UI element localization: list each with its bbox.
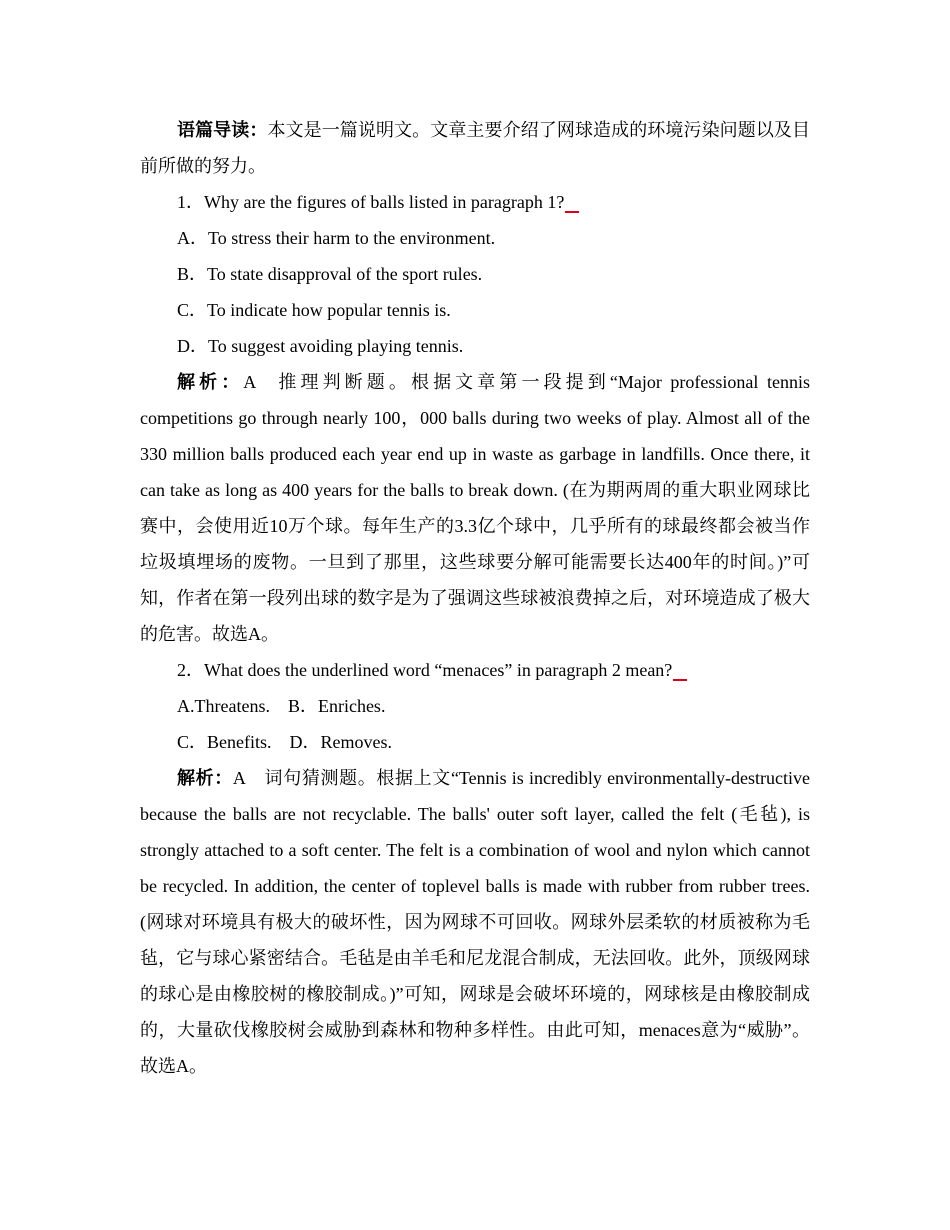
question-1-option-c: C．To indicate how popular tennis is. [177, 300, 451, 320]
analysis-answer: A [232, 768, 246, 788]
analysis-answer: A [243, 372, 257, 392]
document-page [140, 112, 810, 1084]
question-1-analysis [140, 364, 810, 652]
question-2-options-row-1: A.Threatens. B．Enriches. [177, 696, 386, 716]
analysis-label: 解析： [177, 768, 233, 788]
analysis-text: 词句猜测题。根据上文“Tennis is incredibly environmentally-destructive because the balls are not recyclable. The balls' outer soft layer, called the felt (毛毡), is strongly attached to a soft center. The felt is a combination of wool and nylon which cannot be recycled. In addition, the center of toplevel balls is made with rubber from rubber trees. (网球对环境具有极大的破坏性，因为网球不可回收。网球外层柔软的材质被称为毛毡，它与球心紧密结合。毛毡是由羊毛和尼龙混合制成，无法回收。此外，顶级网球的球心是由橡胶树的橡胶制成。)”可知，网球是会破坏环境的，网球核是由橡胶制成的，大量砍伐橡胶树会威胁到森林和物种多样性。由此可知，menaces意为“威胁”。故选A。 [140, 768, 810, 1076]
question-2-analysis [140, 760, 810, 1084]
question-2-text: 2．What does the underlined word “menaces” in paragraph 2 mean? [177, 660, 673, 680]
answer-blank [673, 659, 687, 681]
reading-guide-text: 本文是一篇说明文。文章主要介绍了网球造成的环境污染问题以及目前所做的努力。 [140, 120, 811, 176]
analysis-label: 解析： [177, 372, 244, 392]
question-1-option-d: D．To suggest avoiding playing tennis. [177, 336, 464, 356]
question-1-option-a: A．To stress their harm to the environment. [177, 228, 496, 248]
question-1-text: 1．Why are the figures of balls listed in paragraph 1? [177, 192, 565, 212]
question-2-stem [140, 652, 810, 688]
reading-guide-label: 语篇导读： [177, 120, 268, 140]
reading-guide [140, 112, 810, 184]
answer-blank [565, 191, 579, 213]
question-1-stem [140, 184, 810, 220]
analysis-text: 推理判断题。根据文章第一段提到“Major professional tennis competitions go through nearly 100，000 balls during two weeks of play. Almost all of the 330 million balls produced each year end up in waste as garbage in landfills. Once there, it can take as long as 400 years for the balls to break down. (在为期两周的重大职业网球比赛中，会使用近10万个球。每年生产的3.3亿个球中，几乎所有的球最终都会被当作垃圾填埋场的废物。一旦到了那里，这些球要分解可能需要长达400年的时间。)”可知，作者在第一段列出球的数字是为了强调这些球被浪费掉之后，对环境造成了极大的危害。故选A。 [140, 372, 811, 644]
question-2-options-row-2: C．Benefits. D．Removes. [177, 732, 392, 752]
question-1-option-b: B．To state disapproval of the sport rules. [177, 264, 483, 284]
